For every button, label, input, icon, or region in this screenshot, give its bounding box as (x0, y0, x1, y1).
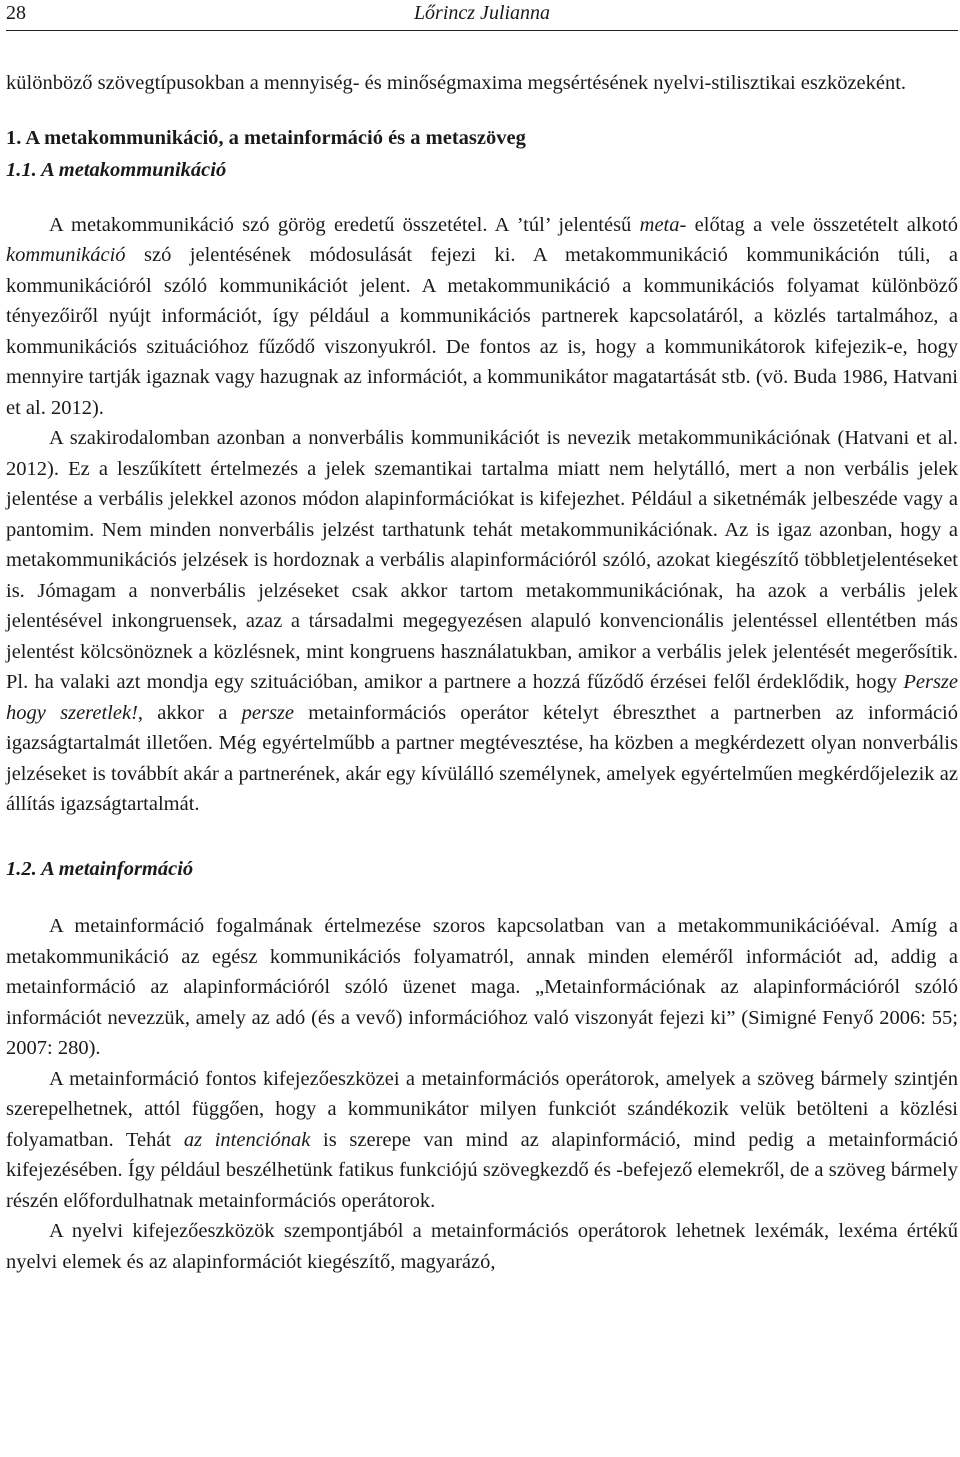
running-header-author: Lőrincz Julianna (413, 2, 551, 24)
paragraph-metainformacio-2 (6, 1064, 958, 1217)
text-run-italic: Persze hogy szeretlek! (6, 671, 958, 724)
paragraph-metakommunikacio-2 (6, 423, 958, 820)
text-run: előtag a vele összetételt alkotó (686, 213, 958, 236)
text-run-italic: kommunikáció (6, 244, 126, 266)
body-text (6, 68, 958, 1277)
section-heading-1: 1. A metakommunikáció, a metainformáció és a metaszöveg (6, 126, 526, 149)
intro-paragraph: különböző szövegtípusokban a mennyiség- és minőségmaxima megsértésének nyelvi-stilisztikai eszközeként. (6, 72, 907, 94)
text-run: A metakommunikáció szó görög eredetű összetétel. A ’túl’ jelentésű (49, 213, 640, 236)
text-run: A nyelvi kifejezőeszközök szempontjából a metainformációs operátorok lehetnek lexémák, lexéma értékű nyelvi elemek és az alapinformációt kiegészítő, magyarázó, (6, 1220, 958, 1273)
text-run: metainformációs operátor kételyt ébreszthet a partnerben az információ igazságtartalmát illetően. Még egyértelműbb a partner megtévesztése, ha közben a megkérdezett olyan nonverbális jelzéseket is továbbít akár a partnerének, akár egy kívülálló személynek, amelyek egyértelműen megkérdőjelezik az állítás igazságtartalmát. (6, 701, 958, 815)
text-run: szó jelentésének módosulását fejezi ki. A metakommunikáció kommunikáción túli, a kommunikációról szóló kommunikációt jelent. A metakommunikáció a kommunikációs folyamat különböző tényezőiről nyújt információt, így például a kommunikációs partnerek kapcsolatáról, a közlés tartalmához, a kommunikációs szituációhoz fűződő viszonyukról. De fontos az is, hogy a kommunikátorok kifejezik-e, hogy mennyire tartják igaznak vagy hazugnak az információt, a kommunikátor magatartását stb. (vö. Buda 1986, Hatvani et al. 2012). (6, 244, 958, 419)
page-number: 28 (6, 2, 26, 24)
text-run: A metainformáció fontos kifejezőeszközei a metainformációs operátorok, amelyek a szöveg bármely szintjén szerepelhetnek, attól függően, hogy a kommunikátor milyen funkciót szándékozik velük betölteni a közlési folyamatban. Tehát (6, 1067, 958, 1151)
section-heading-1-2: 1.2. A metainformáció (6, 857, 194, 880)
text-run: , akkor a (137, 701, 242, 724)
paragraph-metakommunikacio-1 (6, 210, 958, 424)
text-run-italic: az intenciónak (183, 1128, 311, 1151)
text-run: A metainformáció fogalmának értelmezése szoros kapcsolatban van a metakommunikációéval. Amíg a metakommunikáció az egész kommunikációs folyamatról, annak minden eleméről információt ad, addig a metainformáció az alapinformációról szóló üzenet maga. „Metainformációnak az alapinformációról szóló információt nevezzük, amely az adó (és a vevő) információhoz való viszonyát fejezi ki” (Simigné Fenyő 2006: 55; 2007: 280). (6, 915, 958, 1059)
paragraph-metainformacio-3 (6, 1216, 958, 1277)
text-run: is szerepe van mind az alapinformáció, mind pedig a metainformáció kifejezésében. Így például beszélhetünk fatikus funkciójú szövegkezdő és -befejező elemekről, de a szöveg bármely részén előfordulhatnak metainformációs operátorok. (6, 1128, 958, 1212)
document-page (6, 0, 958, 1277)
text-run: A szakirodalomban azonban a nonverbális kommunikációt is nevezik metakommunikációnak (Hatvani et al. 2012). Ez a leszűkített értelmezés a jelek szemantikai tartalma miatt nem helytálló, mert a non verbális jelek jelentése a verbális jelekkel azonos módon alapinformációkat is kifejezhet. Például a siketnémák jelbeszéde vagy a pantomim. Nem minden nonverbális jelzést tarthatunk tehát metakommunikációnak. Az is igaz azonban, hogy a metakommunikációs jelzések is hordoznak a verbális alapinformációról szóló, azokat kiegészítő többletjelentéseket is. Jómagam a nonverbális jelzéseket csak akkor tartom metakommunikációnak, ha azok a verbális jelek jelentésével inkongruensek, azaz a társadalmi megegyezésen alapuló konvencionális jelentéssel ellentétben más jelentést kölcsönöznek a közlésnek, mint kongruens használatukban, amikor a verbális jelek jelentését megerősítik. Pl. ha valaki azt mondja egy szituációban, amikor a partnere a hozzá fűződő érzései felől érdeklődik, hogy (6, 427, 958, 693)
running-header (6, 0, 958, 30)
section-heading-1-1: 1.1. A metakommunikáció (6, 159, 227, 181)
text-run-italic: meta- (639, 213, 687, 236)
paragraph-metainformacio-1 (6, 911, 958, 1064)
text-run-italic: persze (241, 701, 295, 724)
header-rule (6, 30, 958, 31)
